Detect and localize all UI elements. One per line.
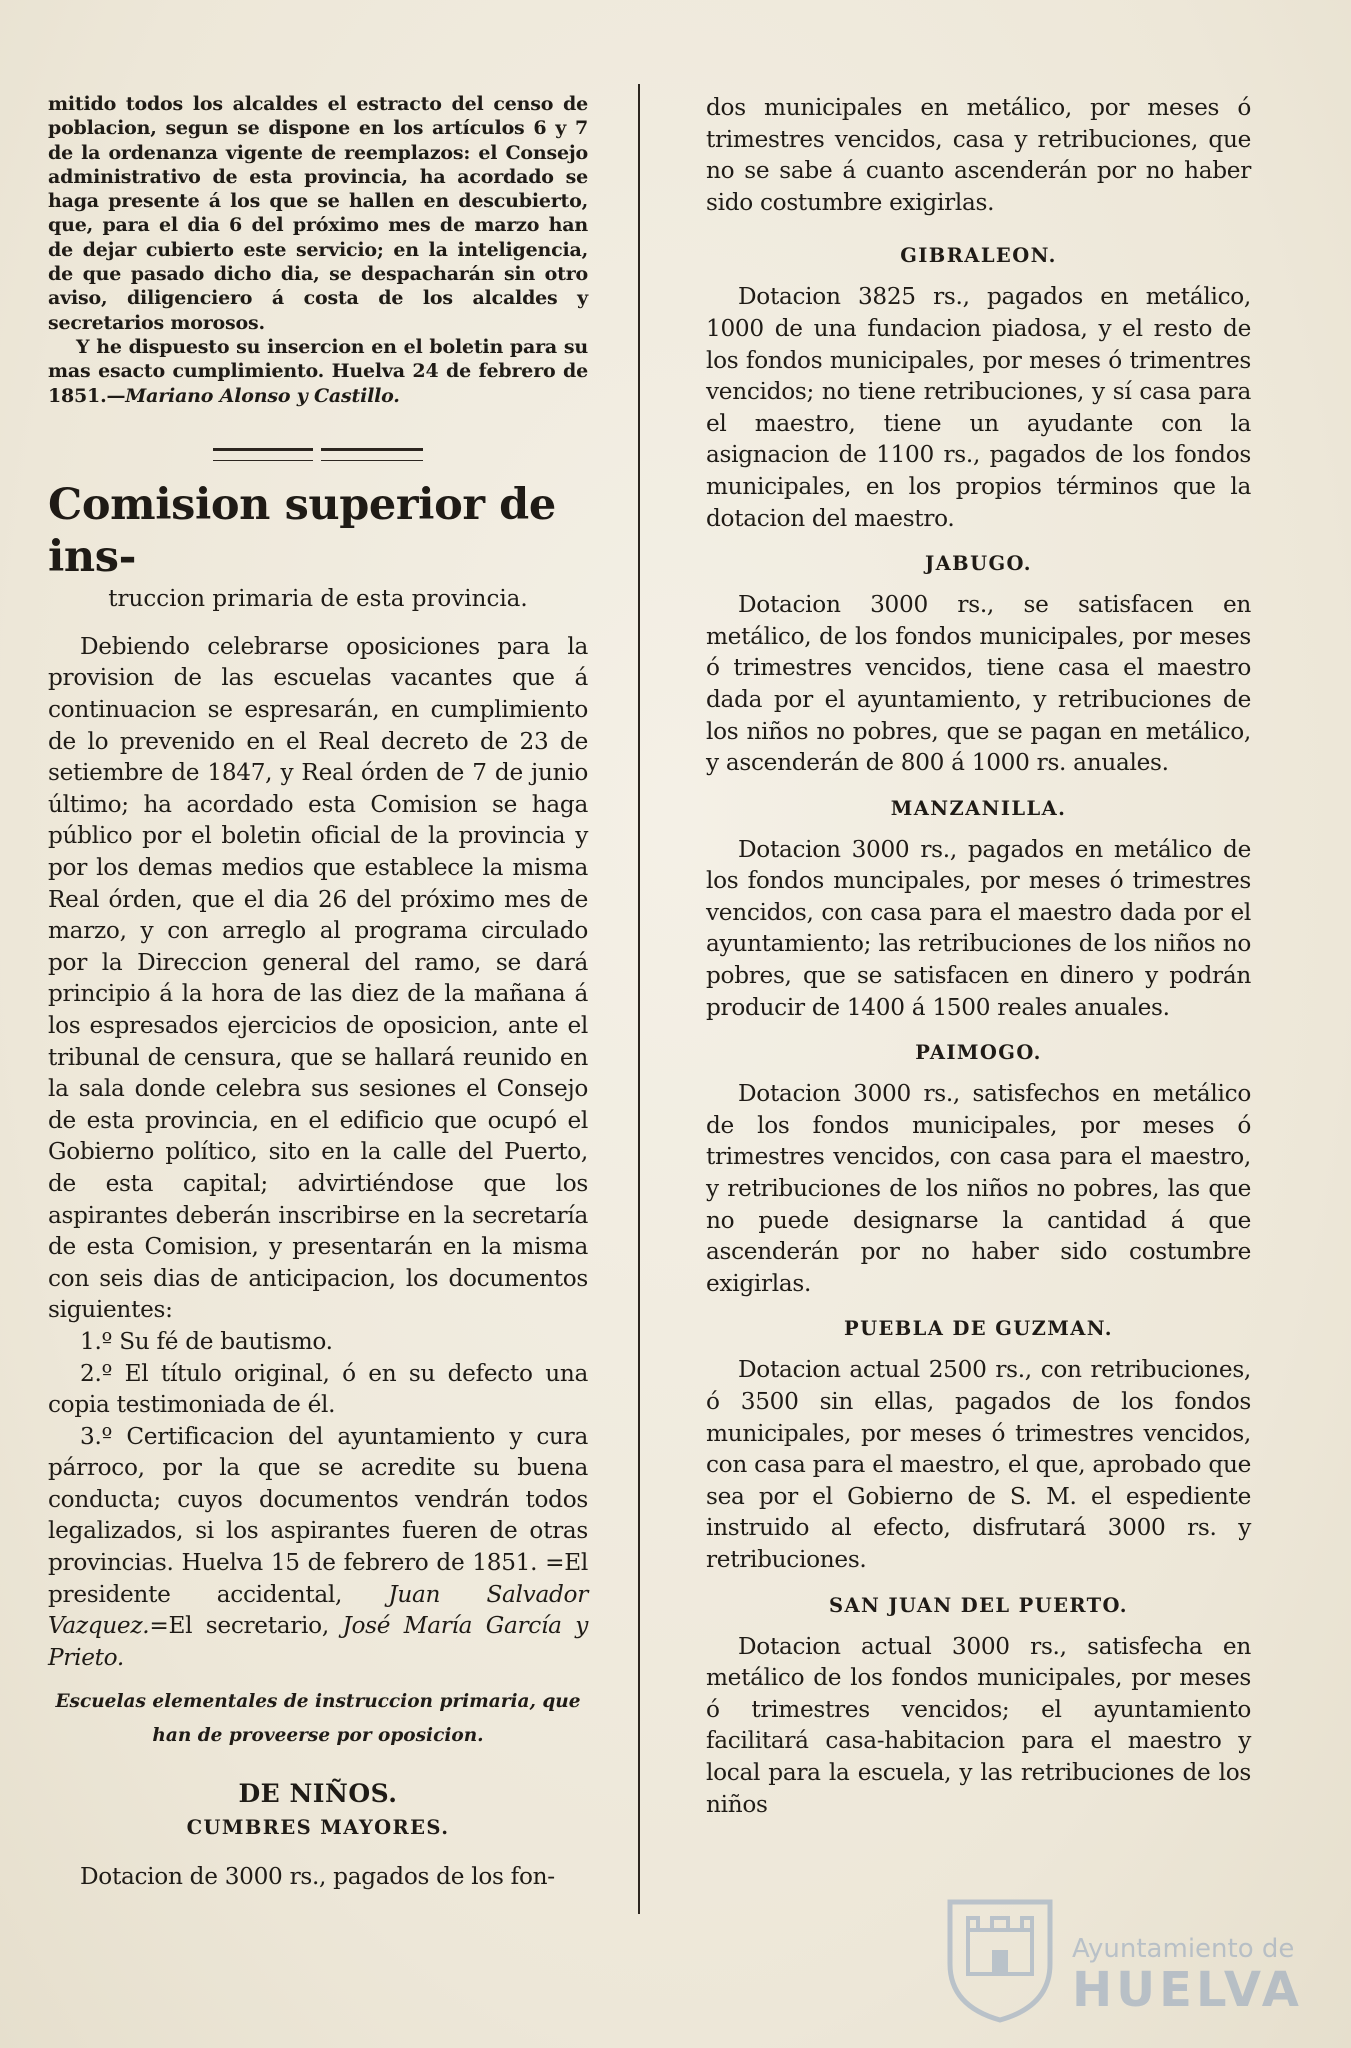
town-text-jabugo: Dotacion 3000 rs., se satisfacen en metálico, de los fondos municipales, por meses ó trimestres vencidos, tiene casa el maestro dada por el ayuntamiento, y retribuciones de los niños no pobres, que se pagan en metálico, y ascenderán de 800 á 1000 rs. anuales. <box>706 591 1251 777</box>
town-heading-manzanilla: MANZANILLA. <box>890 796 1067 820</box>
article-headline: Comision superior de ins- <box>48 479 556 582</box>
document-item-3-text: 3.º Certificacion del ayuntamiento y cura párroco, por la que se acredite su buena conducta; cuyos documentos vendrán todos legalizados, si los aspirantes fueren de otras provincias. Huelva 15 de febrero de 1851. =El presidente accidental, <box>48 1422 588 1608</box>
document-item-2: 2.º El título original, ó en su defecto una copia testimoniada de él. <box>48 1359 588 1419</box>
town-heading-puebla: PUEBLA DE GUZMAN. <box>844 1317 1113 1341</box>
president-signature: Juan Salvador Vazquez. <box>48 1580 588 1640</box>
secretary-signature: José María García y Prieto. <box>48 1612 589 1671</box>
town-text-gibraleon: Dotacion 3825 rs., pagados en metálico, 1000 de una fundacion piadosa, y el resto de los fondos municipales, por meses ó trimentres vencidos; no tiene retribuciones, y sí casa para el maestro, tiene un ayudante con la asignacion de 1100 rs., pagados de los fondos municipales, en los propios términos que la dotacion del maestro. <box>706 283 1251 532</box>
right-column <box>706 92 1251 1820</box>
article-subheadline: truccion primaria de esta provincia. <box>108 585 528 612</box>
town-heading-san-juan: SAN JUAN DEL PUERTO. <box>828 1593 1128 1617</box>
town-text-san-juan: Dotacion actual 3000 rs., satisfecha en metálico de los fondos municipales, por meses ó trimestres vencidos; el ayuntamiento facilitará casa-habitacion para el maestro y local para la escuela, y las retribuciones de los niños <box>706 1632 1251 1818</box>
secretary-label: =El secretario, <box>149 1612 343 1640</box>
cumbres-continuation: dos municipales en metálico, por meses ó trimestres vencidos, casa y retribuciones, que no se sabe á cuanto ascenderán por no haber sido costumbre exigirlas. <box>706 94 1251 216</box>
section-title-ninos: DE NIÑOS. <box>238 1779 398 1809</box>
town-text-cumbres: Dotacion de 3000 rs., pagados de los fon- <box>80 1863 555 1891</box>
ornament-rule-left <box>213 448 313 461</box>
town-heading-jabugo: JABUGO. <box>925 552 1032 576</box>
census-notice-paragraph: mitido todos los alcaldes el estracto del censo de poblacion, segun se dispone en los artículos 6 y 7 de la ordenanza vigente de reemplazos: el Consejo administrativo de esta provincia, ha acordado se haga presente á los que se hallen en descubierto, que, para el dia 6 del próximo mes de marzo han de dejar cubierto este servicio; en la inteligencia, de que pasado dicho dia, se despacharán sin otro aviso, diligenciero á costa de los alcaldes y secretarios morosos. <box>48 93 588 334</box>
document-item-3 <box>48 1421 588 1674</box>
town-text-paimogo: Dotacion 3000 rs., satisfechos en metálico de los fondos municipales, por meses ó trimestres vencidos, con casa para el maestro, y retribuciones de los niños no pobres, las que no puede designarse la cantidad á que ascenderán por no haber sido costumbre exigirlas. <box>706 1080 1251 1297</box>
schools-note: Escuelas elementales de instruccion primaria, que han de proveerse por oposicion. <box>55 1691 581 1747</box>
ornament-rule <box>213 448 423 457</box>
city-shield-icon <box>940 1894 1060 2024</box>
left-column <box>48 92 588 1893</box>
order-text: Y he dispuesto su insercion en el boletin para su mas esacto cumplimiento. Huelva 24 de febrero de 1851.— <box>48 335 588 407</box>
watermark-line-1: Ayuntamiento de <box>1072 1934 1295 1964</box>
town-heading-cumbres: CUMBRES MAYORES. <box>186 1816 450 1840</box>
main-paragraph: Debiendo celebrarse oposiciones para la provision de las escuelas vacantes que á continuacion se espresarán, en cumplimiento de lo prevenido en el Real decreto de 23 de setiembre de 1847, y Real órden de 7 de junio último; ha acordado esta Comision se haga público por el boletin oficial de la provincia y por los demas medios que establece la misma Real órden, que el dia 26 del próximo mes de marzo, y con arreglo al programa circulado por la Direccion general del ramo, se dará principio á la hora de las diez de la mañana á los espresados ejercicios de oposicion, ante el tribunal de censura, que se hallará reunido en la sala donde celebra sus sesiones el Consejo de esta provincia, en el edificio que ocupó el Gobierno político, sito en la calle del Puerto, de esta capital; advirtiéndose que los aspirantes deberán inscribirse en la secretaría de esta Comision, y presentarán en la misma con seis dias de anticipacion, los documentos siguientes: <box>48 632 588 1324</box>
column-divider <box>638 84 640 1914</box>
ornament-rule-right <box>321 448 423 461</box>
order-signature: Mariano Alonso y Castillo. <box>125 384 400 407</box>
archive-watermark <box>940 1894 1303 2024</box>
town-text-puebla: Dotacion actual 2500 rs., con retribuciones, ó 3500 sin ellas, pagados de los fondos municipales, por meses ó trimestres vencidos, con casa para el maestro, el que, aprobado que sea por el Gobierno de S. M. el espediente instruido al efecto, disfrutará 3000 rs. y retribuciones. <box>706 1356 1251 1573</box>
town-heading-gibraleon: GIBRALEON. <box>900 244 1057 268</box>
watermark-line-2: HUELVA <box>1072 1962 1303 2018</box>
town-text-manzanilla: Dotacion 3000 rs., pagados en metálico de los fondos muncipales, por meses ó trimestres vencidos, con casa para el maestro dada por el ayuntamiento; las retribuciones de los niños no pobres, que se satisfacen en dinero y podrán producir de 1400 á 1500 reales anuales. <box>706 835 1251 1021</box>
document-item-1: 1.º Su fé de bautismo. <box>80 1327 333 1355</box>
order-paragraph <box>48 335 588 408</box>
town-heading-paimogo: PAIMOGO. <box>915 1041 1042 1065</box>
